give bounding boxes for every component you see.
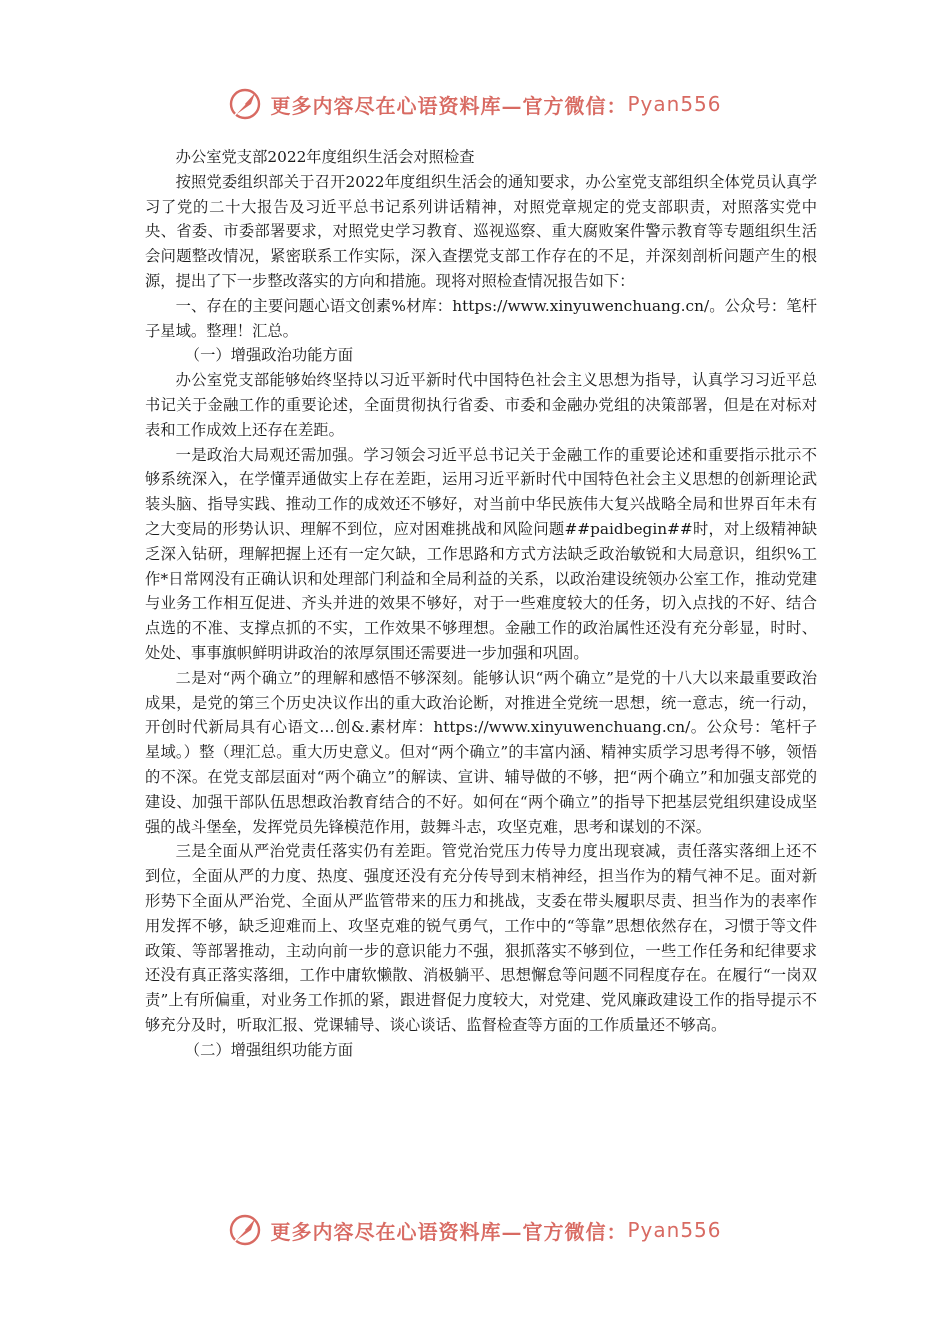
watermark-banner-bottom[interactable] bbox=[0, 1210, 950, 1250]
paragraph-point-two: 二是对“两个确立”的理解和感悟不够深刻。能够认识“两个确立”是党的十八大以来最重要政治成果，是党的第三个历史决议作出的重大政治论断，对推进全党统一思想，统一意志，统一行动，开创时代新局具有心语文…创&.素材库：https://www.xinyuwenchuang.cn/。公众号：笔杆子星域。）整（理汇总。重大历史意义。但对“两个确立”的丰富内涵、精神实质学习思考得不够，领悟的不深。在党支部层面对“两个确立”的解读、宣讲、辅导做的不够，把“两个确立”和加强支部党的建设、加强干部队伍思想政治教育结合的不好。如何在“两个确立”的指导下把基层党组织建设成坚强的战斗堡垒，发挥党员先锋模范作用，鼓舞斗志，攻坚克难，思考和谋划的不深。 bbox=[145, 668, 817, 836]
paragraph-intro: 按照党委组织部关于召开2022年度组织生活会的通知要求，办公室党支部组织全体党员认真学习了党的二十大报告及习近平总书记系列讲话精神，对照党章规定的党支部职责，对照落实党中央、省委、市委部署要求，对照党史学习教育、巡视巡察、重大腐败案件警示教育等专题组织生活会问题整改情况，紧密联系工作实际，深入查摆党支部工作存在的不足，并深刻剖析问题产生的根源，提出了下一步整改落实的方向和措施。现将对照检查情况报告如下： bbox=[145, 172, 817, 290]
paragraph-point-three: 三是全面从严治党责任落实仍有差距。管党治党压力传导力度出现衰减，责任落实落细上还不到位，全面从严的力度、热度、强度还没有充分传导到末梢神经，担当作为的精气神不足。面对新形势下全面从严治党、全面从严监管带来的压力和挑战，支委在带头履职尽责、担当作为的表率作用发挥不够，缺乏迎难而上、攻坚克难的锐气勇气，工作中的“等靠”思想依然存在，习惯于等文件政策、等部署推动，主动向前一步的意识能力不强，狠抓落实不够到位，一些工作任务和纪律要求还没有真正落实落细，工作中庸软懒散、消极躺平、思想懈怠等问题不同程度存在。在履行“一岗双责”上有所偏重，对业务工作抓的紧，跟进督促力度较大，对党建、党风廉政建设工作的指导提示不够充分及时，听取汇报、党课辅导、谈心谈话、监督检查等方面的工作质量还不够高。 bbox=[145, 842, 817, 1034]
banner-wechat-id: Pyan556 bbox=[627, 92, 722, 116]
paragraph-point-one: 一是政治大局观还需加强。学习领会习近平总书记关于金融工作的重要论述和重要指示批示不够系统深入，在学懂弄通做实上存在差距，运用习近平新时代中国特色社会主义思想的创新理论武装头脑、指导实践、推动工作的成效还不够好，对当前中华民族伟大复兴战略全局和世界百年未有之大变局的形势认识、理解不到位，应对困难挑战和风险问题##paidbegin##时，对上级精神缺乏深入钻研，理解把握上还有一定欠缺，工作思路和方式方法缺乏政治敏锐和大局意识，组织%工作*日常网没有正确认识和处理部门利益和全局利益的关系，以政治建设统领办公室工作，推动党建与业务工作相互促进、齐头并进的效果不够好，对于一些难度较大的任务，切入点找的不好、结合点选的不准、支撑点抓的不实，工作效果不够理想。金融工作的政治属性还没有充分彰显，时时、处处、事事旗帜鲜明讲政治的浓厚氛围还需要进一步加强和巩固。 bbox=[145, 445, 817, 662]
paragraph-political-overview: 办公室党支部能够始终坚持以习近平新时代中国特色社会主义思想为指导，认真学习习近平总书记关于金融工作的重要论述，全面贯彻执行省委、市委和金融办党组的决策部署，但是在对标对表和工作成效上还存在差距。 bbox=[145, 371, 817, 439]
banner-text: 更多内容尽在心语资料库—官方微信： bbox=[270, 1219, 628, 1244]
banner-text: 更多内容尽在心语资料库—官方微信： bbox=[270, 93, 628, 118]
subsection-heading-political: （一）增强政治功能方面 bbox=[184, 346, 354, 365]
watermark-banner-top[interactable] bbox=[0, 84, 950, 124]
quill-logo-icon bbox=[228, 87, 262, 121]
document-body bbox=[145, 145, 817, 1062]
document-title: 办公室党支部2022年度组织生活会对照检查 bbox=[175, 148, 475, 166]
quill-logo-icon bbox=[228, 1213, 262, 1247]
subsection-heading-organizational: （二）增强组织功能方面 bbox=[184, 1040, 354, 1059]
section-heading-main-issues: 一、存在的主要问题心语文创素%材库：https://www.xinyuwenchuang.cn/。公众号：笔杆子星域。整理！汇总。 bbox=[145, 296, 817, 340]
banner-wechat-id: Pyan556 bbox=[627, 1218, 722, 1242]
